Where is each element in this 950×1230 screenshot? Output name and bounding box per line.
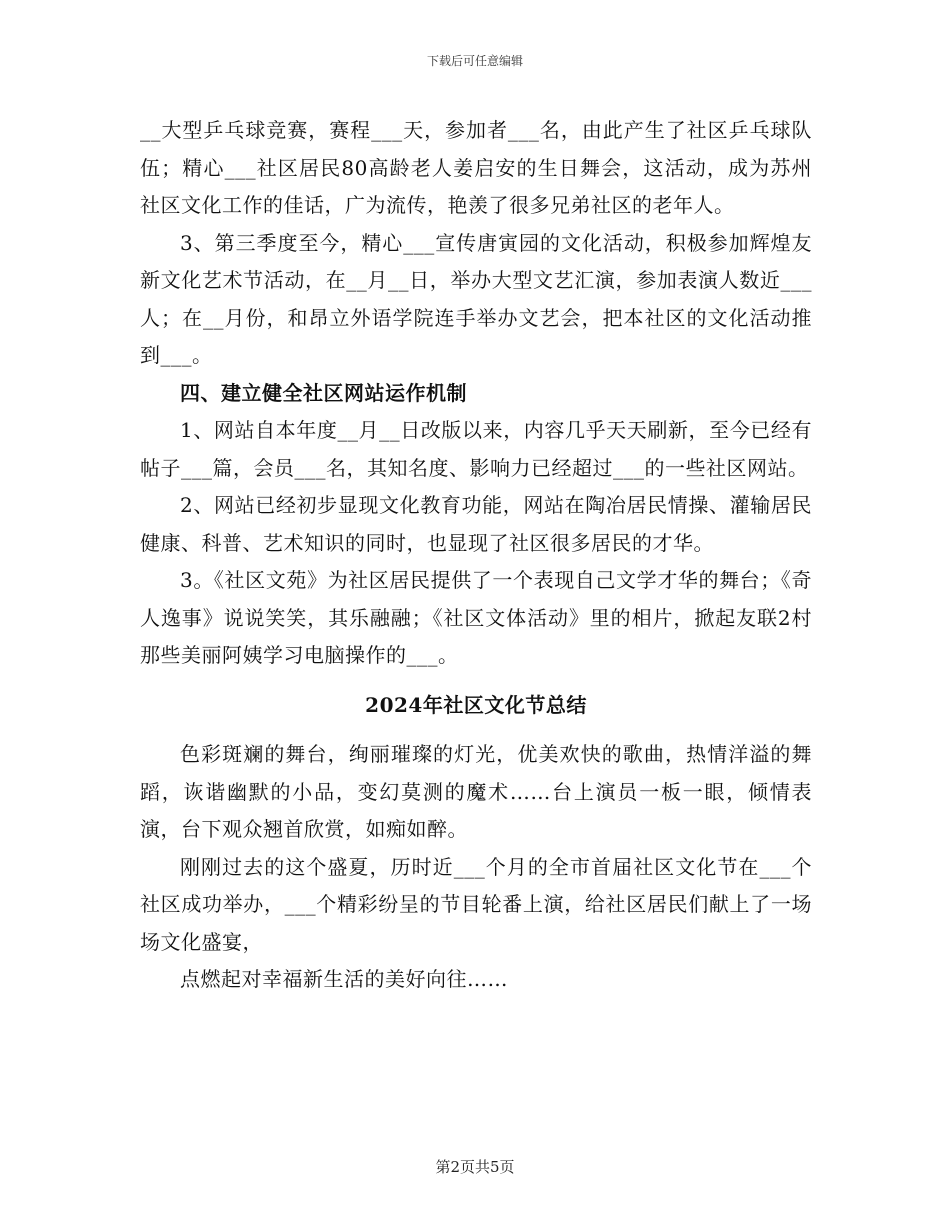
document-title: 2024年社区文化节总结 bbox=[365, 692, 587, 717]
paragraph-website-education: 2、网站已经初步显现文化教育功能，网站在陶冶居民情操、灌输居民健康、科普、艺术知识的同时，也显现了社区很多居民的才华。 bbox=[140, 493, 812, 555]
paragraph-website-revision: 1、网站自本年度__月__日改版以来，内容几乎天天刷新，至今已经有帖子___篇，会员___名，其知名度、影响力已经超过___的一些社区网站。 bbox=[140, 418, 812, 480]
paragraph-third-quarter: 3、第三季度至今，精心___宣传唐寅园的文化活动，积极参加辉煌友新文化艺术节活动，在__月__日，举办大型文艺汇演，参加表演人数近___人；在__月份，和昂立外语学院连手举办文艺会，把本社区的文化活动推到___。 bbox=[140, 230, 812, 367]
paragraph-closing: 点燃起对幸福新生活的美好向往…… bbox=[180, 967, 508, 991]
section-heading-website: 四、建立健全社区网站运作机制 bbox=[180, 380, 467, 405]
paragraph-festival-summary: 刚刚过去的这个盛夏，历时近___个月的全市首届社区文化节在___个社区成功举办，___个精彩纷呈的节目轮番上演，给社区居民们献上了一场场文化盛宴， bbox=[140, 854, 812, 954]
page-footer: 第2页共5页 bbox=[435, 1158, 515, 1176]
paragraph-website-columns: 3。《社区文苑》为社区居民提供了一个表现自己文学才华的舞台；《奇人逸事》说说笑笑，其乐融融；《社区文体活动》里的相片，掀起友联2村那些美丽阿姨学习电脑操作的___。 bbox=[140, 568, 812, 667]
paragraph-table-tennis: __大型乒乓球竞赛，赛程___天，参加者___名，由此产生了社区乒乓球队伍；精心___社区居民80高龄老人姜启安的生日舞会，这活动，成为苏州社区文化工作的佳话，广为流传，艳羡了很多兄弟社区的老年人。 bbox=[140, 118, 812, 217]
paragraph-stage-description: 色彩斑斓的舞台，绚丽璀璨的灯光，优美欢快的歌曲，热情洋溢的舞蹈，诙谐幽默的小品，变幻莫测的魔术……台上演员一板一眼，倾情表演，台下观众翘首欣赏，如痴如醉。 bbox=[140, 742, 812, 841]
page-header: 下载后可任意编辑 bbox=[426, 54, 523, 68]
document-body bbox=[140, 112, 812, 999]
